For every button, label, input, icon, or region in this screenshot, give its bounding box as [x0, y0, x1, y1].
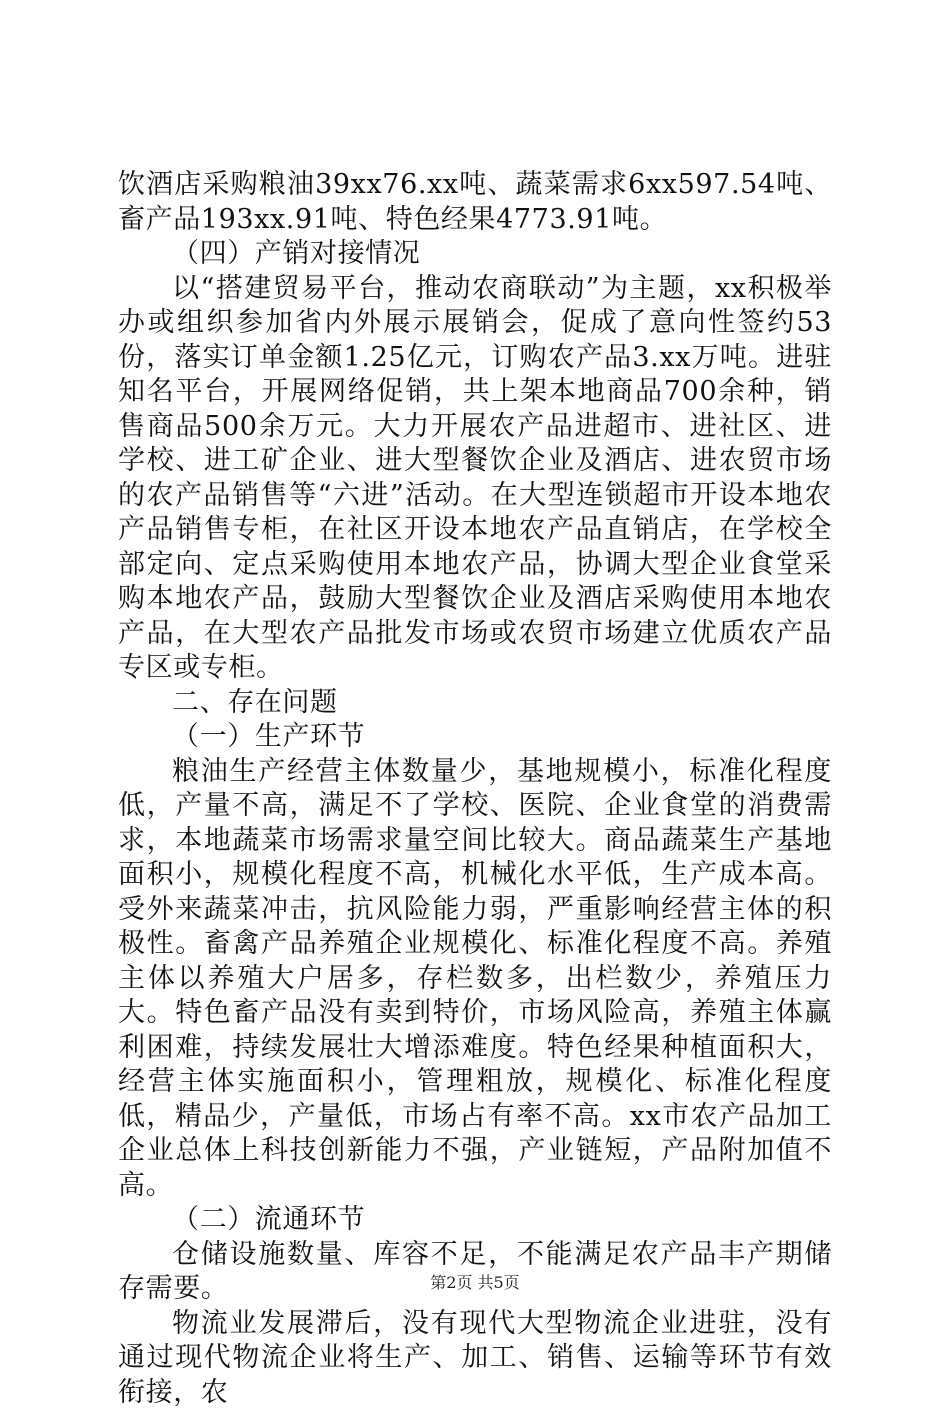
document-body: [118, 168, 832, 1410]
section-heading-production: （一）生产环节: [118, 720, 832, 755]
paragraph-production: 粮油生产经营主体数量少，基地规模小，标准化程度低，产量不高，满足不了学校、医院、企业食堂的消费需求，本地蔬菜市场需求量空间比较大。商品蔬菜生产基地面积小，规模化程度不高，机械化水平低，生产成本高。受外来蔬菜冲击，抗风险能力弱，严重影响经营主体的积极性。畜禽产品养殖企业规模化、标准化程度不高。养殖主体以养殖大户居多，存栏数多，出栏数少，养殖压力大。特色畜产品没有卖到特价，市场风险高，养殖主体赢利困难，持续发展壮大增添难度。特色经果种植面积大，经营主体实施面积小，管理粗放，规模化、标准化程度低，精品少，产量低，市场占有率不高。xx市农产品加工企业总体上科技创新能力不强，产业链短，产品附加值不高。: [118, 755, 832, 1204]
paragraph-storage: 仓储设施数量、库容不足，不能满足农产品丰产期储存需要。: [118, 1238, 832, 1307]
section-heading-problems: 二、存在问题: [118, 686, 832, 721]
page-footer: [0, 1270, 950, 1293]
section-heading-circulation: （二）流通环节: [118, 1203, 832, 1238]
section-heading-supply-demand: （四）产销对接情况: [118, 237, 832, 272]
paragraph-continuation: 饮酒店采购粮油39xx76.xx吨、蔬菜需求6xx597.54吨、畜产品193xx.91吨、特色经果4773.91吨。: [118, 168, 832, 237]
paragraph-supply-demand: 以“搭建贸易平台，推动农商联动”为主题，xx积极举办或组织参加省内外展示展销会，促成了意向性签约53份，落实订单金额1.25亿元，订购农产品3.xx万吨。进驻知名平台，开展网络促销，共上架本地商品700余种，销售商品500余万元。大力开展农产品进超市、进社区、进学校、进工矿企业、进大型餐饮企业及酒店、进农贸市场的农产品销售等“六进”活动。在大型连锁超市开设本地农产品销售专柜，在社区开设本地农产品直销店，在学校全部定向、定点采购使用本地农产品，协调大型企业食堂采购本地农产品，鼓励大型餐饮企业及酒店采购使用本地农产品，在大型农产品批发市场或农贸市场建立优质农产品专区或专柜。: [118, 272, 832, 686]
paragraph-logistics: 物流业发展滞后，没有现代大型物流企业进驻，没有通过现代物流企业将生产、加工、销售、运输等环节有效衔接，农: [118, 1307, 832, 1410]
page-number-label: 第2页 共5页: [430, 1273, 519, 1292]
